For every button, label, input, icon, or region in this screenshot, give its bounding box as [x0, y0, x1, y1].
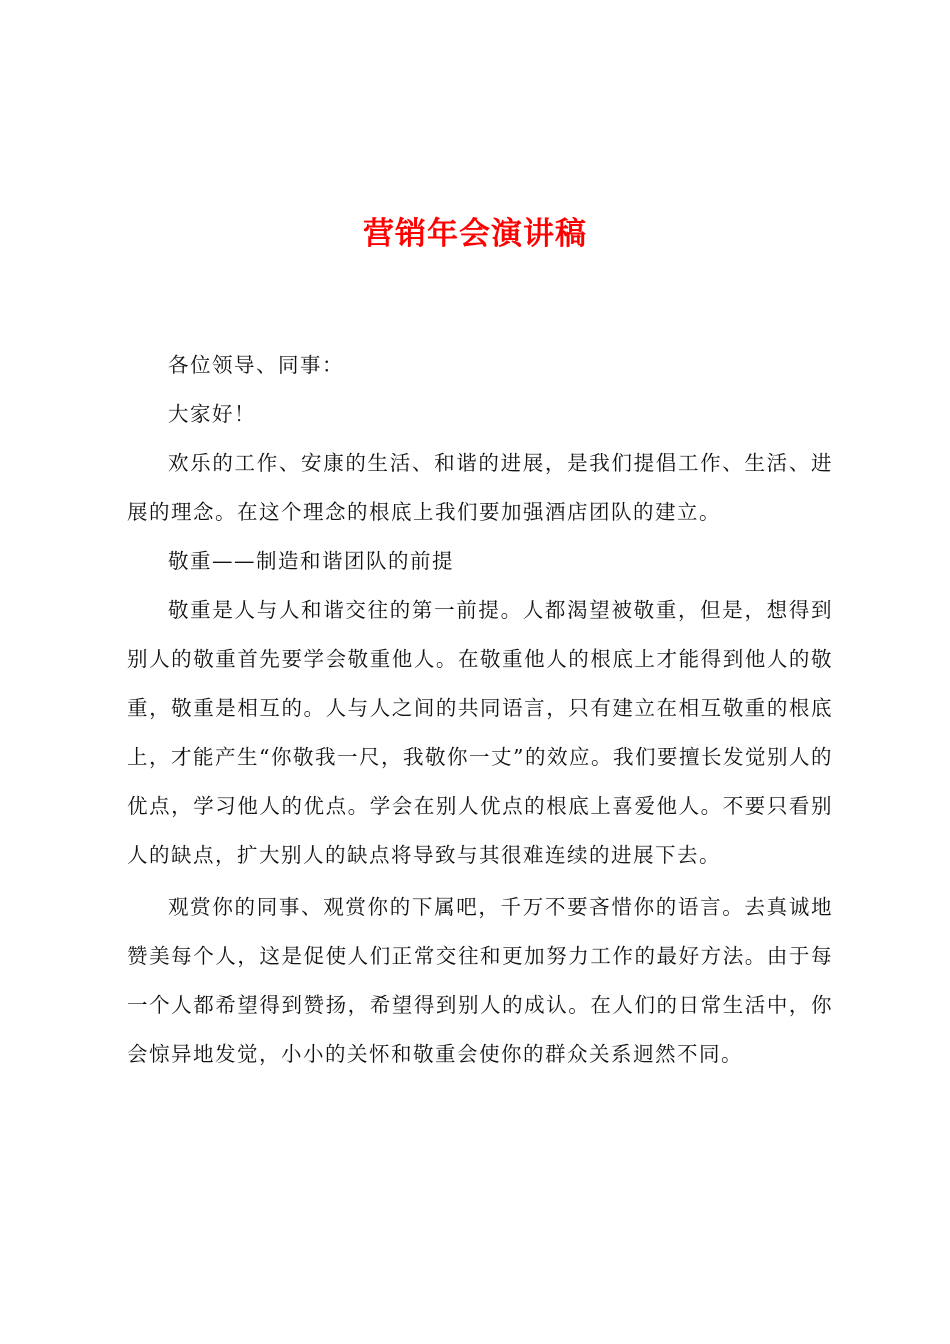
appreciation-paragraph: 观赏你的同事、观赏你的下属吧，千万不要吝惜你的语言。去真诚地赞美每个人，这是促使人们正常交往和更加努力工作的最好方法。由于每一个人都希望得到赞扬，希望得到别人的成认。在人们的日常生活中，你会惊异地发觉，小小的关怀和敬重会使你的群众关系迥然不同。 [127, 895, 833, 1066]
document-title: 营销年会演讲稿 [363, 216, 587, 252]
respect-paragraph: 敬重是人与人和谐交往的第一前提。人都渴望被敬重，但是，想得到别人的敬重首先要学会敬重他人。在敬重他人的根底上才能得到他人的敬重，敬重是相互的。人与人之间的共同语言，只有建立在相互敬重的根底上，才能产生“你敬我一尺，我敬你一丈”的效应。我们要擅长发觉别人的优点，学习他人的优点。学会在别人优点的根底上喜爱他人。不要只看别人的缺点，扩大别人的缺点将导致与其很难连续的进展下去。 [127, 598, 833, 867]
salutation: 各位领导、同事： [168, 353, 344, 377]
section-heading: 敬重——制造和谐团队的前提 [168, 549, 454, 573]
document-body [127, 341, 833, 1079]
intro-paragraph: 欢乐的工作、安康的生活、和谐的进展，是我们提倡工作、生活、进展的理念。在这个理念的根底上我们要加强酒店团队的建立。 [127, 451, 833, 524]
greeting: 大家好！ [168, 402, 256, 426]
